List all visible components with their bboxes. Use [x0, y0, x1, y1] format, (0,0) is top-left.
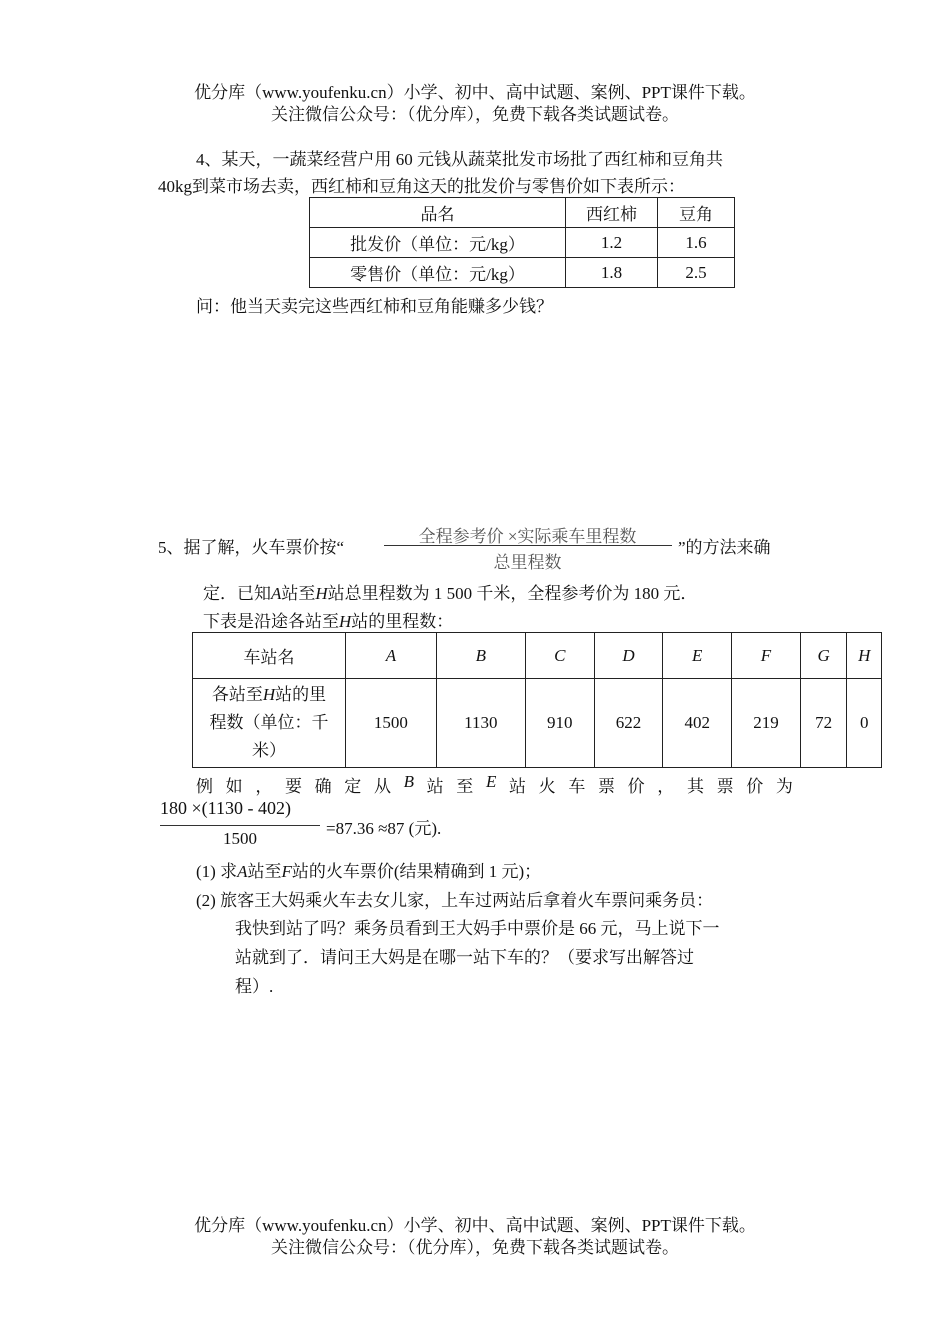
- table-cell: 2.5: [658, 258, 735, 288]
- text: 站至: [281, 584, 316, 603]
- word: ，: [255, 777, 273, 796]
- text: 站的里程数：: [351, 612, 454, 631]
- table-row: [193, 679, 882, 768]
- table-cell: 1.6: [658, 228, 735, 258]
- table-cell: 零售价（单位：元/kg）: [310, 258, 566, 288]
- station-cell: E: [663, 633, 732, 679]
- q5-example-fraction-bar: [160, 825, 320, 826]
- q5-sub-2-line-3: 站就到了．请问王大妈是在哪一站下车的？（要求写出解答过: [235, 948, 694, 967]
- q4-price-table: [309, 197, 735, 288]
- text: 程数（单位：千: [209, 713, 329, 732]
- distance-cell: 622: [594, 679, 663, 768]
- distance-cell: 402: [663, 679, 732, 768]
- table-cell: 1.2: [566, 228, 658, 258]
- word: 票: [597, 777, 615, 796]
- q5-fraction-numerator: 全程参考价 ×实际乘车里程数: [418, 527, 637, 546]
- word: 价: [627, 777, 645, 796]
- text: 定．已知: [203, 584, 271, 603]
- word: 要: [284, 777, 302, 796]
- station-cell: B: [436, 633, 525, 679]
- q5-sub-2-line-4: 程）.: [235, 977, 274, 996]
- distance-cell: 0: [847, 679, 882, 768]
- word: B: [403, 772, 414, 791]
- text: 站的里: [275, 685, 327, 704]
- word: 火: [538, 777, 556, 796]
- station-cell: D: [594, 633, 663, 679]
- table-header-cell: 豆角: [658, 198, 735, 228]
- q5-example-line: [196, 772, 793, 797]
- table-header-cell: 西红柿: [566, 198, 658, 228]
- word: 至: [456, 777, 474, 796]
- footer-line-1: 优分库（www.youfenku.cn）小学、初中、高中试题、案例、PPT课件下载。: [194, 1216, 756, 1235]
- text: 站至: [247, 862, 282, 881]
- word: 如: [225, 777, 243, 796]
- table-header-cell: 品名: [310, 198, 566, 228]
- q5-intro-prefix: 5、据了解，火车票价按“: [158, 538, 345, 557]
- var-f: F: [281, 862, 292, 881]
- text: 站总里程数为 1 500 千米，全程参考价为 180 元．: [327, 584, 698, 603]
- text: 站的火车票价(结果精确到 1 元)；: [291, 862, 542, 881]
- word: E: [485, 772, 497, 791]
- text: 各站至: [211, 685, 263, 704]
- word: 确: [314, 777, 332, 796]
- distance-cell: 1130: [436, 679, 525, 768]
- q5-line-3: [203, 607, 453, 632]
- table-row: [310, 198, 735, 228]
- distance-cell: 1500: [346, 679, 437, 768]
- header-line-1: 优分库（www.youfenku.cn）小学、初中、高中试题、案例、PPT课件下载。: [194, 83, 756, 102]
- table-cell: 1.8: [566, 258, 658, 288]
- header-line-2: 关注微信公众号：（优分库），免费下载各类试题试卷。: [271, 105, 679, 124]
- var-h: H: [339, 612, 352, 631]
- station-cell: F: [732, 633, 801, 679]
- word: 车: [568, 777, 586, 796]
- q5-distance-table: [192, 632, 882, 768]
- q5-fraction-denominator: 总里程数: [493, 553, 562, 572]
- table-header-cell: 车站名: [193, 633, 346, 679]
- word: 为: [775, 777, 793, 796]
- q5-sub-2-line-2: 我快到站了吗？乘务员看到王大妈手中票价是 66 元，马上说下一: [235, 919, 720, 938]
- station-cell: A: [346, 633, 437, 679]
- q5-example-denominator: 1500: [223, 829, 257, 848]
- q4-line-1: 4、某天，一蔬菜经营户用 60 元钱从蔬菜批发市场批了西红柿和豆角共: [196, 150, 723, 169]
- text: (1) 求: [196, 862, 238, 881]
- q5-fraction-bar: [384, 545, 672, 546]
- distance-cell: 72: [800, 679, 847, 768]
- var-h: H: [262, 685, 276, 704]
- table-row: [193, 633, 882, 679]
- word: 定: [344, 777, 362, 796]
- word: ，: [657, 777, 675, 796]
- table-row: [310, 228, 735, 258]
- footer-line-2: 关注微信公众号：（优分库），免费下载各类试题试卷。: [271, 1238, 679, 1257]
- distance-cell: 910: [525, 679, 594, 768]
- row-label-cell: [193, 679, 346, 768]
- distance-cell: 219: [732, 679, 801, 768]
- q5-sub-2-line-1: (2) 旅客王大妈乘火车去女儿家，上车过两站后拿着火车票问乘务员：: [196, 891, 714, 910]
- q5-line-2: [203, 579, 697, 604]
- q5-example-numerator: 180 ×(1130 - 402): [160, 798, 291, 818]
- text: 下表是沿途各站至: [203, 612, 339, 631]
- var-a: A: [271, 584, 282, 603]
- word: 例: [196, 777, 213, 796]
- var-a: A: [237, 862, 248, 881]
- q5-sub-1: [196, 857, 541, 882]
- station-cell: H: [847, 633, 882, 679]
- var-h: H: [315, 584, 328, 603]
- word: 价: [746, 777, 764, 796]
- text: 米）: [252, 741, 286, 760]
- word: 其: [686, 777, 704, 796]
- table-row: [310, 258, 735, 288]
- word: 票: [716, 777, 734, 796]
- word: 从: [373, 777, 391, 796]
- q5-intro-suffix: ”的方法来确: [678, 538, 771, 557]
- table-cell: 批发价（单位：元/kg）: [310, 228, 566, 258]
- station-cell: G: [800, 633, 847, 679]
- word: 站: [509, 777, 526, 796]
- q5-example-result: =87.36 ≈87 (元).: [326, 819, 442, 838]
- station-cell: C: [525, 633, 594, 679]
- q4-question: 问：他当天卖完这些西红柿和豆角能赚多少钱？: [196, 297, 553, 316]
- word: 站: [426, 777, 444, 796]
- q4-line-2: 40kg到菜市场去卖，西红柿和豆角这天的批发价与零售价如下表所示：: [158, 177, 685, 196]
